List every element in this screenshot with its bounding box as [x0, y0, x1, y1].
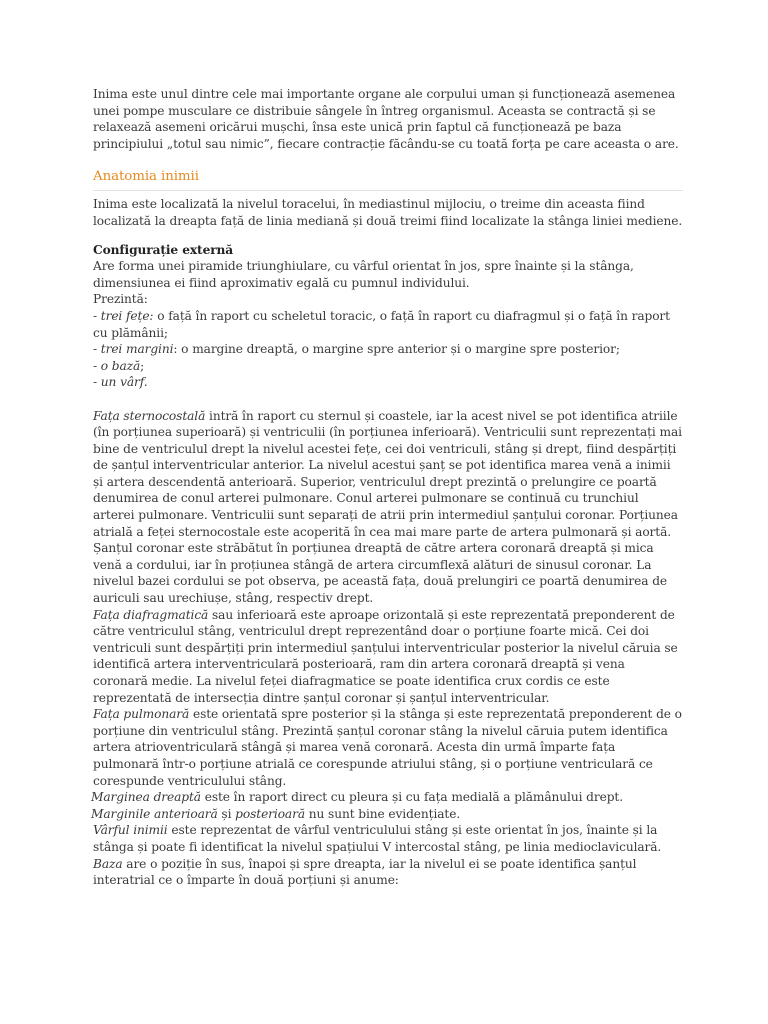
paragraph-text: și	[217, 806, 236, 821]
paragraph-fata-pulmonara	[93, 706, 683, 789]
paragraph-marginile	[91, 806, 683, 823]
config-item-text: : o margine dreaptă, o margine spre anterior și o margine spre posterior;	[173, 342, 620, 357]
section-intro-paragraph: Inima este localizată la nivelul toracelui, în mediastinul mijlociu, o treime din aceasta fiind localizată la dreapta față de linia mediană și două treimi fiind localizate la stânga liniei mediene.	[93, 197, 683, 228]
paragraph-fata-diafragmatica	[93, 607, 683, 707]
intro-paragraph: Inima este unul dintre cele mai importante organe ale corpului uman și funcționează asemenea unei pompe musculare ce distribuie sângele în întreg organismul. Aceasta se contractă și se relaxează asemeni oricărui mușchi, însa este unică prin faptul că funcționează pe baza principiului „totul sau nimic”, fiecare contracție făcându-se cu toată forța pe care aceasta o are.	[93, 87, 679, 151]
term: Marginea dreaptă	[91, 790, 201, 805]
term: Vârful inimii	[93, 823, 168, 838]
paragraph-text: intră în raport cu sternul și coastele, iar la acest nivel se pot identifica atriile (în porțiunea superioară) și ventriculii (în porțiunea inferioară). Ventriculii sunt reprezentați mai bine de ventriculul drept la nivelul acestei fețe, cei doi ventriculi, stâng și drept, fiind despărțiți de șanțul interventricular anterior. La nivelul acestui șanț se pot identifica marea venă a inimii și artera descendentă anterioară. Superior, ventriculul drept prezintă o prelungire ce poartă denumirea de conul arterei pulmonare. Conul arterei pulmonare se continuă cu trunchiul arterei pulmonare. Ventriculii sunt separați de atrii prin intermediul șanțului coronar. Porțiunea atrială a feței sternocostale este acoperită în cea mai mare parte de artera pulmonară și aortă. Șanțul coronar este străbătut în porțiunea dreaptă de către artera coronară dreaptă și mica venă a cordului, iar în proțiunea stângă de artera circumflexă alături de sinusul coronar. La nivelul bazei cordului se pot observa, pe această fața, două prelungiri ce poartă denumirea de auriculi sau urechiușe, stâng, respectiv drept.	[93, 408, 682, 606]
term: Fața diafragmatică	[93, 607, 209, 622]
config-description: Are forma unei piramide triunghiulare, cu vârful orientat în jos, spre înainte și la stânga, dimensiunea ei fiind aproximativ egală cu pumnul individului.	[93, 259, 634, 290]
document-body	[93, 86, 683, 889]
paragraph-baza	[93, 856, 683, 889]
spacer	[93, 391, 683, 408]
config-item-term: - un vârf.	[93, 375, 148, 390]
term: Baza	[93, 856, 123, 871]
paragraph-text: nu sunt bine evidențiate.	[305, 806, 461, 821]
config-item-baza	[93, 358, 683, 375]
paragraph-text: este reprezentat de vârful ventriculului stâng și este orientat în jos, înainte și la stânga și poate fi identificat la nivelul spațiului V intercostal stâng, pe linia medioclaviculară.	[93, 823, 662, 854]
config-item-term: - trei margini	[93, 342, 174, 357]
paragraph-text: este în raport direct cu pleura și cu fața medială a plămânului drept.	[200, 790, 623, 805]
config-item-term: - trei fețe:	[93, 308, 154, 323]
config-item-text: ;	[140, 358, 145, 373]
section-title: Anatomia inimii	[93, 168, 683, 191]
paragraph-text: sau inferioară este aproape orizontală și este reprezentată preponderent de către ventriculul stâng, ventriculul drept reprezentând doar o porțiune foarte mică. Cei doi ventriculi sunt despărțiți prin intermediul șanțului interventricular posterior la nivelul căruia se identifică artera interventriculară posterioară, ram din artera coronară dreaptă și vena coronară medie. La nivelul feței diafragmatice se poate identifica crux cordis ce este reprezentată de intersecția dintre șanțul coronar și șanțul interventricular.	[93, 607, 678, 705]
config-item-fete	[93, 308, 683, 341]
paragraph-fata-sternocostala	[93, 408, 683, 607]
config-item-term: - o bază	[93, 358, 141, 373]
paragraph-text: are o poziție în sus, înapoi și spre dreapta, iar la nivelul ei se poate identifica șanțul interatrial ce o împarte în două porțiuni și anume:	[93, 856, 637, 888]
config-prezinta: Prezintă:	[93, 292, 148, 307]
term: Fața sternocostală	[93, 408, 206, 423]
paragraph-marginea-dreapta	[91, 789, 683, 806]
paragraph-text: este orientată spre posterior și la stânga și este reprezentată preponderent de o porțiune din ventriculul stâng. Prezintă șanțul coronar stâng la nivelul căruia putem identifica artera atrioventriculară stângă și marea venă coronară. Acesta din urmă împarte fața pulmonară într-o porțiune atrială ce corespunde atriului stâng, și o porțiune ventriculară ce corespunde ventriculului stâng.	[93, 707, 682, 788]
paragraph-varful-inimii	[93, 822, 683, 855]
term: Marginile anterioară	[91, 806, 218, 821]
config-item-margini	[93, 341, 683, 358]
config-item-varf	[93, 374, 683, 391]
config-heading: Configurație externă	[93, 242, 234, 257]
term: Fața pulmonară	[93, 707, 190, 722]
config-item-text: o față în raport cu scheletul toracic, o față în raport cu diafragmul și o față în raport cu plămânii;	[93, 308, 670, 340]
term: posterioară	[235, 806, 305, 821]
